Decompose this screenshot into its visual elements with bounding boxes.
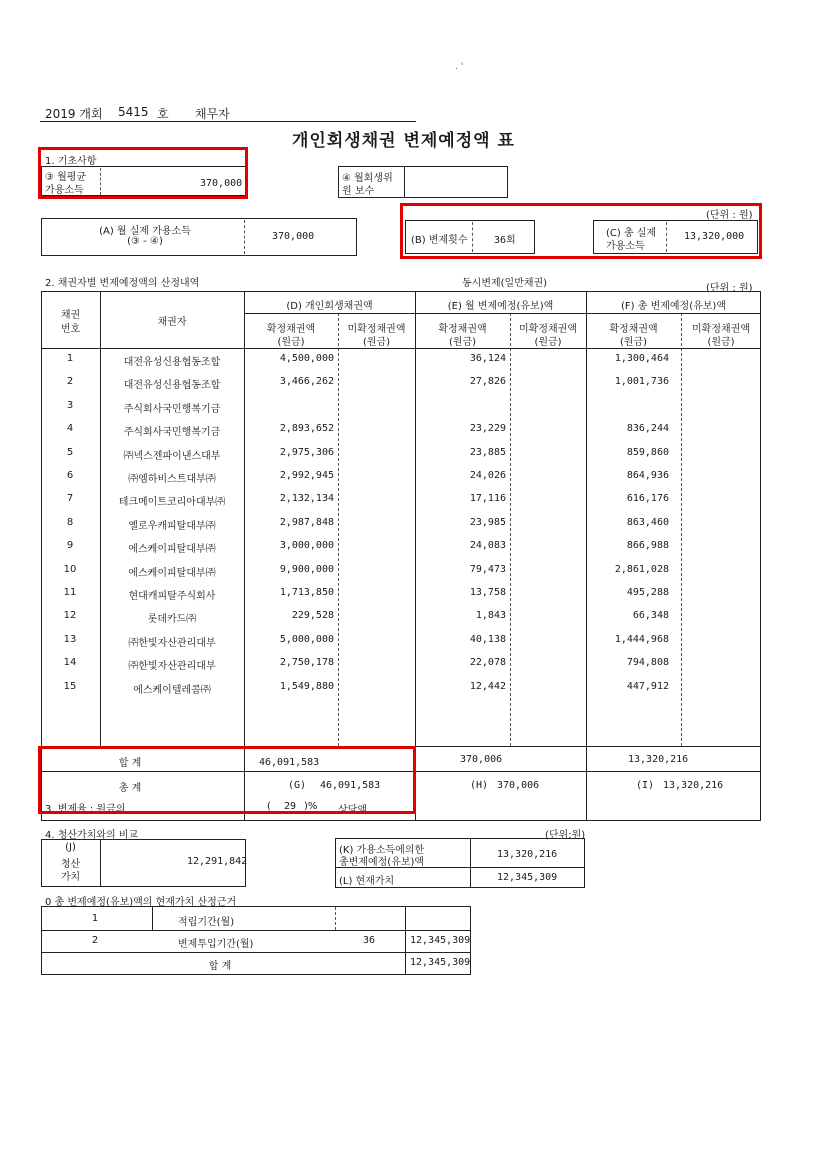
confirmed-claim: 1,713,850 — [279, 587, 334, 598]
e-unconfirmed-2: (원금) — [534, 337, 562, 348]
case-number: 5415 — [118, 105, 149, 119]
sum-label: 합 계 — [118, 758, 142, 769]
highlight-basic-info — [38, 147, 248, 199]
total-repayment: 616,176 — [626, 493, 669, 505]
total-i: 13,320,216 — [663, 780, 724, 791]
row-number: 10 — [63, 563, 77, 575]
creditor-name: 에스케이피탈대부㈜ — [128, 544, 216, 556]
creditor-name: 주식회사국민행복기금 — [123, 403, 221, 415]
creditor-name: 대전유성신용협동조합 — [123, 357, 221, 368]
l-value: 12,345,309 — [497, 872, 558, 883]
repayment-rate: 29 — [284, 801, 297, 812]
creditor-name: 현대캐피탈주식회사 — [128, 591, 216, 602]
pv-row2-no: 2 — [91, 935, 99, 946]
pv-row2-months: 36 — [363, 935, 376, 946]
c-label-1: (C) 총 실제 — [606, 228, 657, 239]
total-g: 46,091,583 — [320, 780, 381, 791]
row-number: 14 — [63, 657, 77, 669]
section1-heading: 1. 기초사항 — [45, 156, 97, 167]
monthly-repayment: 27,826 — [469, 376, 506, 388]
creditor-name: ㈜엠하비스트대부㈜ — [128, 474, 216, 485]
d-unconfirmed-2: (원금) — [362, 337, 391, 348]
e-unconfirmed-1: 미확정채권액 — [519, 324, 577, 335]
total-repayment: 794,808 — [626, 657, 669, 669]
monthly-repayment: 23,885 — [469, 446, 506, 458]
monthly-repayment: 36,124 — [469, 353, 506, 364]
highlight-repayment-summary — [400, 203, 762, 259]
sum-f: 13,320,216 — [628, 754, 689, 765]
row-number: 6 — [66, 470, 74, 481]
confirmed-claim: 229,528 — [291, 610, 334, 622]
monthly-repayment: 23,229 — [469, 423, 506, 435]
confirmed-claim: 2,975,306 — [279, 446, 334, 458]
trustee-fee-label-1: ④ 월회생위 — [342, 173, 393, 184]
pv-row2-value: 12,345,309 — [410, 935, 471, 946]
row-number: 4 — [66, 423, 74, 435]
sum-d: 46,091,583 — [259, 757, 320, 768]
case-ho: 호 — [157, 107, 169, 121]
creditor-name: ㈜한빛자산관리대부 — [128, 637, 216, 649]
row-number: 9 — [66, 540, 74, 552]
total-repayment: 495,288 — [626, 587, 669, 598]
total-repayment: 864,936 — [626, 470, 669, 481]
section2-unit-label: (단위 : 원) — [706, 283, 753, 294]
rate-suffix: 상당액 — [338, 805, 367, 816]
col-no-label-2: 번호 — [60, 324, 81, 335]
monthly-repayment: 24,026 — [469, 470, 506, 481]
total-repayment: 1,300,464 — [614, 353, 669, 364]
monthly-repayment: 12,442 — [469, 680, 506, 692]
confirmed-claim: 5,000,000 — [279, 633, 334, 645]
row-number: 7 — [66, 493, 74, 505]
row-number: 2 — [66, 376, 74, 388]
col-creditor-label: 채권자 — [157, 317, 187, 328]
monthly-average-label-2: 가용소득 — [45, 185, 84, 196]
total-repayment: 2,861,028 — [614, 563, 669, 575]
k-value: 13,320,216 — [497, 849, 558, 860]
b-label: (B) 변제횟수 — [411, 235, 468, 246]
l-label: (L) 현재가치 — [339, 876, 395, 887]
col-e-label: (E) 월 변제예정(유보)액 — [447, 301, 554, 312]
f-unconfirmed-1: 미확정채권액 — [692, 324, 750, 335]
monthly-average-value: 370,000 — [200, 178, 243, 189]
a-value: 370,000 — [272, 231, 315, 242]
present-value-heading: 0 총 변제예정(유보)액의 현재가치 산정근거 — [45, 897, 237, 908]
total-repayment: 66,348 — [632, 610, 669, 622]
total-h: 370,006 — [497, 780, 540, 791]
confirmed-claim: 3,466,262 — [279, 376, 334, 388]
confirmed-claim: 2,992,945 — [279, 470, 334, 481]
a-label-2: (③ - ④) — [127, 236, 163, 247]
row-number: 13 — [63, 633, 77, 645]
total-repayment: 447,912 — [626, 680, 669, 692]
document-title: 개인회생채권 변제예정액 표 — [292, 131, 515, 151]
creditor-name: 주식회사국민행복기금 — [123, 427, 221, 439]
j-label-2: 청산 — [60, 859, 81, 870]
col-d-label: (D) 개인회생채권액 — [286, 301, 373, 312]
confirmed-claim: 3,000,000 — [279, 540, 334, 552]
confirmed-claim: 2,987,848 — [279, 516, 334, 528]
total-g-label: (G) — [288, 780, 307, 791]
header-underline — [40, 121, 416, 122]
creditor-name: ㈜넥스젠파이낸스대부 — [123, 450, 221, 462]
row-number: 1 — [66, 353, 74, 364]
sum-e: 370,006 — [460, 754, 503, 765]
e-confirmed-1: 확정채권액 — [438, 324, 487, 335]
section3-heading: 3. 변제율 : 원금의 — [45, 804, 126, 815]
monthly-repayment: 24,083 — [469, 540, 506, 552]
rate-open: ( — [267, 801, 271, 812]
creditor-name: 옐로우캐피탈대부㈜ — [128, 520, 216, 532]
confirmed-claim: 2,750,178 — [279, 657, 334, 669]
d-confirmed-1: 확정채권액 — [266, 324, 316, 335]
confirmed-claim: 4,500,000 — [279, 353, 334, 364]
creditor-name: 대전유성신용협동조합 — [123, 380, 221, 392]
case-year: 2019 개회 — [45, 107, 103, 121]
e-confirmed-2: (원금) — [448, 337, 477, 348]
pv-row2-label: 변제투입기간(월) — [178, 939, 254, 950]
j-label-1: (J) — [65, 842, 76, 853]
f-confirmed-2: (원금) — [619, 337, 648, 348]
section4-unit-label: (단위:원) — [545, 830, 586, 841]
total-label: 총 계 — [118, 783, 142, 794]
f-confirmed-1: 확정채권액 — [609, 324, 658, 335]
row-number: 3 — [66, 399, 74, 411]
debtor-label: 채무자 — [195, 107, 230, 121]
total-repayment: 1,444,968 — [614, 633, 669, 645]
k-label-2: 총변제예정(유보)액 — [339, 857, 425, 868]
section2-heading: 2. 채권자별 변제예정액의 산정내역 — [45, 278, 200, 289]
total-repayment: 859,860 — [626, 446, 669, 458]
pv-sum-label: 합 계 — [208, 961, 232, 972]
monthly-repayment: 79,473 — [469, 563, 506, 575]
section1-unit-label: (단위 : 원) — [706, 210, 753, 221]
total-repayment: 1,001,736 — [614, 376, 669, 388]
row-number: 11 — [63, 587, 77, 598]
repayment-method: 동시변제(일반채권) — [462, 278, 548, 289]
row-number: 8 — [66, 516, 74, 528]
f-unconfirmed-2: (원금) — [707, 337, 735, 348]
row-number: 15 — [63, 680, 77, 692]
creditor-name: 에스케이텔레콤㈜ — [133, 684, 211, 696]
d-confirmed-2: (원금) — [277, 337, 305, 348]
b-value: 36회 — [494, 235, 516, 246]
a-label-1: (A) 월 실제 가용소득 — [99, 226, 191, 237]
section4-heading: 4. 청산가치와의 비교 — [45, 830, 139, 841]
monthly-repayment: 40,138 — [469, 633, 506, 645]
total-repayment: 866,988 — [626, 540, 669, 552]
pv-row1-no: 1 — [91, 913, 99, 924]
creditor-name: 테크메이트코리아대부㈜ — [118, 497, 226, 509]
confirmed-claim: 1,549,880 — [279, 680, 334, 692]
trustee-fee-label-2: 원 보수 — [342, 186, 375, 197]
monthly-repayment: 17,116 — [469, 493, 506, 505]
rate-close: )% — [304, 801, 318, 812]
row-number: 5 — [66, 446, 74, 458]
monthly-average-label-1: ③ 월평균 — [45, 172, 87, 183]
c-value: 13,320,000 — [684, 231, 745, 242]
total-i-label: (I) — [636, 780, 655, 791]
creditor-name: 에스케이피탈대부㈜ — [128, 567, 216, 579]
confirmed-claim: 2,132,134 — [279, 493, 334, 505]
row-number: 12 — [63, 610, 77, 622]
total-repayment: 836,244 — [626, 423, 669, 435]
pv-row1-label: 적립기간(월) — [178, 917, 235, 928]
confirmed-claim: 2,893,652 — [279, 423, 334, 435]
total-repayment: 863,460 — [626, 516, 669, 528]
k-label-1: (K) 가용소득에의한 — [339, 845, 425, 856]
monthly-repayment: 13,758 — [469, 587, 506, 598]
monthly-repayment: 1,843 — [475, 610, 506, 622]
confirmed-claim: 9,900,000 — [279, 563, 334, 575]
j-label-3: 가치 — [60, 872, 81, 883]
col-no-label-1: 채권 — [60, 310, 81, 321]
pv-sum-value: 12,345,309 — [410, 957, 471, 968]
highlight-totals-rate — [38, 746, 416, 814]
creditor-name: ㈜한빛자산관리대부 — [128, 661, 216, 673]
d-unconfirmed-1: 미확정채권액 — [347, 324, 406, 335]
scan-marks: . ' — [455, 62, 464, 72]
creditor-name: 롯데카드㈜ — [147, 614, 197, 626]
c-label-2: 가용소득 — [606, 241, 645, 252]
total-h-label: (H) — [470, 780, 489, 791]
j-value: 12,291,842 — [187, 856, 248, 867]
monthly-repayment: 23,985 — [469, 516, 506, 528]
col-f-label: (F) 총 변제예정(유보)액 — [621, 301, 726, 312]
creditor-table — [41, 291, 761, 821]
monthly-repayment: 22,078 — [469, 657, 506, 669]
